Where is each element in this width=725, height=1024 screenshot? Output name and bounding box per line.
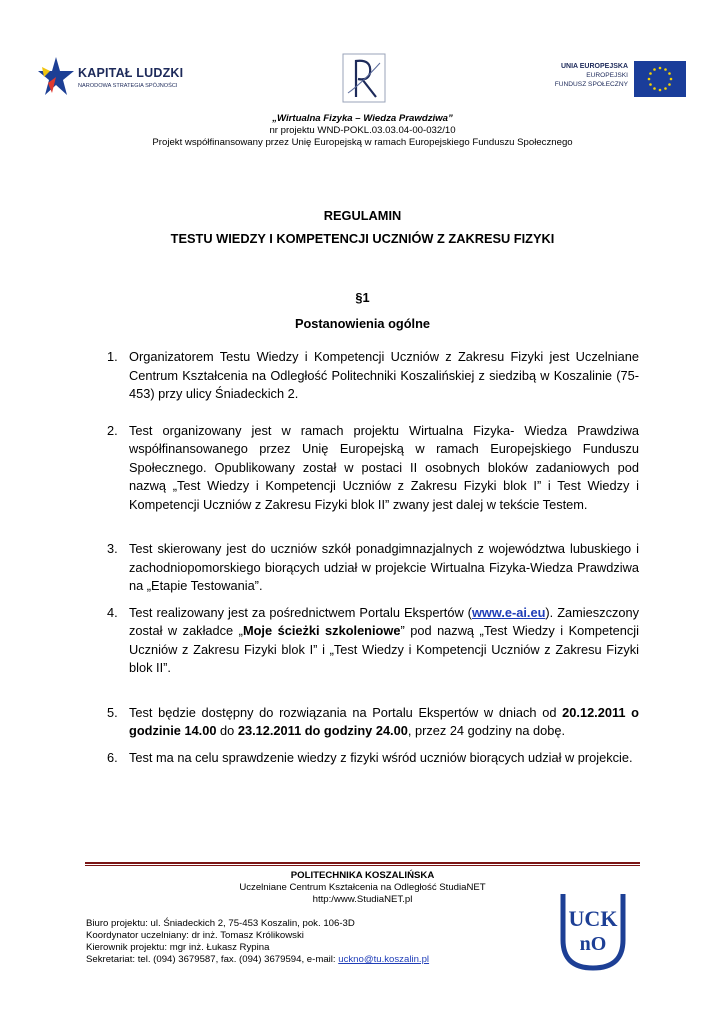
footer-url[interactable]: http:/www.StudiaNET.pl <box>312 894 413 905</box>
list-item <box>100 604 639 678</box>
kapital-ludzki-title: KAPITAŁ LUDZKI <box>78 66 184 80</box>
footer-org: POLITECHNIKA KOSZALIŃSKA <box>290 870 435 881</box>
section-number: §1 <box>355 290 370 305</box>
document-subtitle: TESTU WIEDZY I KOMPETENCJI UCZNIÓW Z ZAKRESU FIZYKI <box>170 231 555 246</box>
start-date: 20.12.2011 o godzinie 14.00 <box>129 704 639 738</box>
rules-list <box>100 348 639 767</box>
item-number: 5. <box>107 704 118 720</box>
eu-label-line3: FUNDUSZ SPOŁECZNY <box>554 81 628 88</box>
eu-label-line1: UNIA EUROPEJSKA <box>560 63 628 70</box>
email-link[interactable]: uckno@tu.koszalin.pl <box>338 954 430 965</box>
project-title: „Wirtualna Fizyka – Wiedza Prawdziwa” <box>272 113 453 124</box>
item-number: 1. <box>107 349 118 364</box>
eu-label-line2: EUROPEJSKI <box>586 72 628 79</box>
ucko-logo-top: UCK <box>568 906 618 931</box>
list-item <box>100 749 639 768</box>
eu-flag-icon <box>634 61 686 97</box>
ucko-logo <box>555 890 632 972</box>
list-item <box>100 348 639 404</box>
cofinancing-note: Projekt współfinansowany przez Unię Europejską w ramach Europejskiego Funduszu Społecznego <box>152 137 573 148</box>
kapital-ludzki-logo <box>38 55 208 103</box>
item-text-part: do <box>216 723 238 738</box>
item-text-part: ” pod nazwą „Test Wiedzy i Kompetencji Uczniów z Zakresu Fizyki blok I” i „Test Wiedzy i Kompetencji Uczniów z Zakresu Fizyki blok II”. <box>129 623 639 675</box>
project-number: nr projektu WND-POKL.03.03.04-00-032/10 <box>269 125 456 136</box>
footer-divider <box>85 865 640 866</box>
list-item <box>100 704 639 741</box>
footer-divider <box>85 862 640 864</box>
portal-link[interactable]: www.e-ai.eu <box>471 604 546 620</box>
project-logo <box>342 53 386 103</box>
end-date: 23.12.2011 do godziny 24.00 <box>237 723 408 738</box>
item-text-part: Test realizowany jest za pośrednictwem Portalu Ekspertów ( <box>129 604 472 620</box>
item-text: Test organizowany jest w ramach projektu Wirtualna Fizyka- Wiedza Prawdziwa współfinansowanego przez Unię Europejską w ramach Europejskiego Funduszu Społecznego. Opublikowany został w postaci II osobnych bloków zadaniowych pod nazwą „Test Wiedzy i Kompetencji Uczniów z Zakresu Fizyki blok I” i Test Wiedzy i Kompetencji Uczniów z Zakresu Fizyki blok II” zwany jest dalej w tekście Testem. <box>129 422 639 512</box>
item-text-part: Test będzie dostępny do rozwiązania na Portalu Ekspertów w dniach od <box>129 704 563 720</box>
footer-secretariat <box>86 954 429 966</box>
item-number: 3. <box>107 541 118 556</box>
list-item <box>100 422 639 515</box>
eu-fund-label <box>520 62 628 89</box>
ucko-logo-bottom: nO <box>579 933 607 955</box>
item-number: 2. <box>107 422 118 438</box>
section-title: Postanowienia ogólne <box>294 316 431 331</box>
footer-center: Uczelniane Centrum Kształcenia na Odległość StudiaNET <box>239 882 486 893</box>
item-text-part: , przez 24 godziny na dobę. <box>407 723 566 738</box>
footer-office: Biuro projektu: ul. Śniadeckich 2, 75-453 Koszalin, pok. 106-3D <box>86 918 355 929</box>
footer-coordinator: Koordynator uczelniany: dr inż. Tomasz Królikowski <box>86 930 304 941</box>
footer-manager: Kierownik projektu: mgr inż. Łukasz Rypina <box>86 942 270 953</box>
secretariat-text: Sekretariat: tel. (094) 3679587, fax. (094) 3679594, e-mail: <box>86 954 339 965</box>
item-number: 6. <box>107 749 118 765</box>
tab-name: Moje ścieżki szkoleniowe <box>242 623 401 638</box>
item-text-part: ). Zamieszczony został w zakładce „ <box>129 604 639 638</box>
kapital-ludzki-subtitle: NARODOWA STRATEGIA SPÓJNOŚCI <box>78 83 178 89</box>
item-number: 4. <box>107 604 118 620</box>
item-text: Test ma na celu sprawdzenie wiedzy z fizyki wśród uczniów biorących udział w projekcie. <box>129 749 633 765</box>
item-text: Test skierowany jest do uczniów szkół ponadgimnazjalnych z województwa lubuskiego i zachodniopomorskiego biorących udział w projekcie Wirtualna Fizyka-Wiedza Prawdziwa na „Etapie Testowania”. <box>129 541 639 593</box>
kapital-ludzki-star-icon <box>38 55 78 103</box>
item-text: Organizatorem Testu Wiedzy i Kompetencji Uczniów z Zakresu Fizyki jest Uczelniane Centrum Kształcenia na Odległość Politechniki Koszalińskiej z siedzibą w Koszalinie (75-453) przy ulicy Śniadeckich 2. <box>129 349 639 401</box>
list-item <box>100 540 639 596</box>
document-title: REGULAMIN <box>323 208 402 223</box>
